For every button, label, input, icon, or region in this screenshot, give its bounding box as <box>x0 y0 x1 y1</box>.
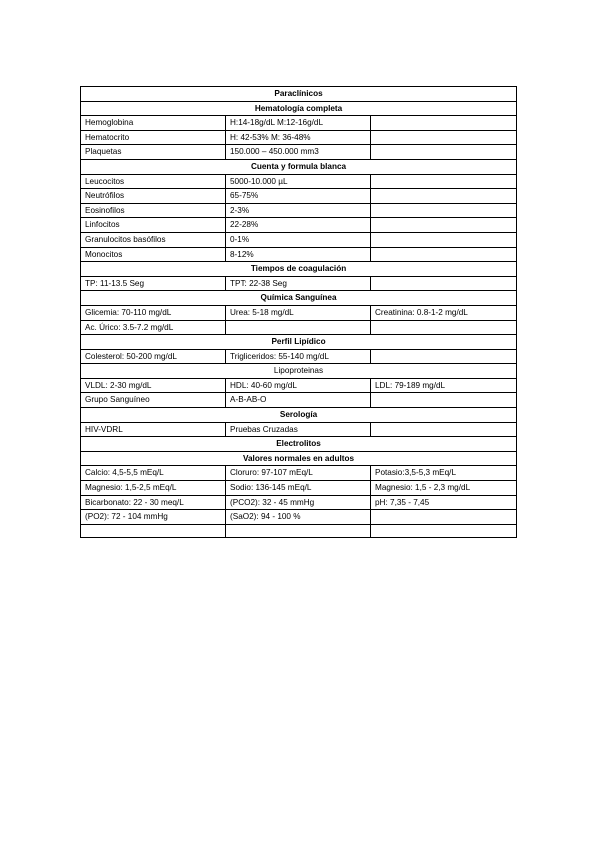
table-cell: Magnesio: 1,5-2,5 mEq/L <box>81 481 226 496</box>
table-cell: Urea: 5-18 mg/dL <box>226 305 371 320</box>
table-cell: 8-12% <box>226 247 371 262</box>
table-row <box>81 510 517 525</box>
section-header-hematologia: Hematología completa <box>81 101 517 116</box>
table-row <box>81 305 517 320</box>
table-cell <box>226 320 371 335</box>
section-header-row <box>81 101 517 116</box>
table-cell: Granulocitos basófilos <box>81 232 226 247</box>
table-cell <box>371 189 517 204</box>
table-cell: VLDL: 2-30 mg/dL <box>81 378 226 393</box>
section-header-perfil: Perfil Lipídico <box>81 335 517 350</box>
table-cell: 2-3% <box>226 203 371 218</box>
section-header-row <box>81 262 517 277</box>
table-cell <box>81 524 226 538</box>
section-header-row <box>81 335 517 350</box>
table-cell: 0-1% <box>226 232 371 247</box>
table-cell: pH: 7,35 - 7,45 <box>371 495 517 510</box>
table-cell: Monocitos <box>81 247 226 262</box>
table-cell <box>371 247 517 262</box>
table-row <box>81 218 517 233</box>
section-header-cuenta: Cuenta y formula blanca <box>81 159 517 174</box>
table-cell: Trigliceridos: 55-140 mg/dL <box>226 349 371 364</box>
table-cell <box>371 203 517 218</box>
section-header-coagulacion: Tiempos de coagulación <box>81 262 517 277</box>
table-cell <box>371 232 517 247</box>
table-row <box>81 276 517 291</box>
table-cell: A-B-AB-O <box>226 393 371 408</box>
section-header-row <box>81 437 517 452</box>
table-row <box>81 174 517 189</box>
table-row <box>81 495 517 510</box>
table-cell <box>371 174 517 189</box>
section-header-row <box>81 159 517 174</box>
table-cell: TP: 11-13.5 Seg <box>81 276 226 291</box>
table-cell: Magnesio: 1,5 - 2,3 mg/dL <box>371 481 517 496</box>
section-header-row <box>81 291 517 306</box>
table-cell <box>371 130 517 145</box>
table-cell: Colesterol: 50-200 mg/dL <box>81 349 226 364</box>
table-row <box>81 130 517 145</box>
section-header-electrolitos: Electrolitos <box>81 437 517 452</box>
table-cell <box>371 524 517 538</box>
table-cell: (SaO2): 94 - 100 % <box>226 510 371 525</box>
table-cell: HIV-VDRL <box>81 422 226 437</box>
section-subheader-electrolitos: Valores normales en adultos <box>81 451 517 466</box>
table-cell: Linfocitos <box>81 218 226 233</box>
table-cell <box>371 276 517 291</box>
section-header-serologia: Serología <box>81 408 517 423</box>
table-cell: 150.000 – 450.000 mm3 <box>226 145 371 160</box>
table-cell <box>371 145 517 160</box>
table-cell: LDL: 79-189 mg/dL <box>371 378 517 393</box>
table-row <box>81 481 517 496</box>
table-row <box>81 116 517 131</box>
table-row <box>81 145 517 160</box>
table-cell: Ac. Úrico: 3.5-7.2 mg/dL <box>81 320 226 335</box>
table-cell <box>371 218 517 233</box>
table-title: Paraclínicos <box>81 87 517 102</box>
table-row <box>81 320 517 335</box>
section-header-row <box>81 408 517 423</box>
table-cell: H:14-18g/dL M:12-16g/dL <box>226 116 371 131</box>
table-cell: Cloruro: 97-107 mEq/L <box>226 466 371 481</box>
table-cell <box>371 349 517 364</box>
table-cell <box>371 116 517 131</box>
title-row <box>81 87 517 102</box>
table-cell: 22-28% <box>226 218 371 233</box>
paraclinicos-table <box>80 86 517 538</box>
table-cell: Glicemia: 70-110 mg/dL <box>81 305 226 320</box>
table-cell: 65-75% <box>226 189 371 204</box>
table-row <box>81 232 517 247</box>
table-row <box>81 524 517 538</box>
section-header-lipoproteinas: Lipoproteinas <box>81 364 517 379</box>
table-cell: 5000-10.000 µL <box>226 174 371 189</box>
table-row <box>81 349 517 364</box>
table-row <box>81 189 517 204</box>
table-cell: Sodio: 136-145 mEq/L <box>226 481 371 496</box>
table-cell <box>371 510 517 525</box>
table-body <box>81 87 517 538</box>
table-cell: Eosinofilos <box>81 203 226 218</box>
table-cell: Pruebas Cruzadas <box>226 422 371 437</box>
table-cell: Bicarbonato: 22 - 30 meq/L <box>81 495 226 510</box>
table-row <box>81 393 517 408</box>
table-row <box>81 203 517 218</box>
table-cell <box>371 422 517 437</box>
table-cell: H: 42-53% M: 36-48% <box>226 130 371 145</box>
table-row <box>81 378 517 393</box>
table-cell: (PO2): 72 - 104 mmHg <box>81 510 226 525</box>
table-cell <box>371 393 517 408</box>
table-row <box>81 466 517 481</box>
table-cell: (PCO2): 32 - 45 mmHg <box>226 495 371 510</box>
table-cell: Leucocitos <box>81 174 226 189</box>
table-cell <box>226 524 371 538</box>
table-cell <box>371 320 517 335</box>
section-subheader-row <box>81 451 517 466</box>
table-cell: HDL: 40-60 mg/dL <box>226 378 371 393</box>
table-cell: Calcio: 4,5-5,5 mEq/L <box>81 466 226 481</box>
table-cell: Creatinina: 0.8-1-2 mg/dL <box>371 305 517 320</box>
section-header-row <box>81 364 517 379</box>
table-cell: TPT: 22-38 Seg <box>226 276 371 291</box>
table-cell: Grupo Sanguíneo <box>81 393 226 408</box>
table-row <box>81 247 517 262</box>
table-cell: Potasio:3,5-5,3 mEq/L <box>371 466 517 481</box>
table-row <box>81 422 517 437</box>
section-header-quimica: Química Sanguínea <box>81 291 517 306</box>
table-cell: Hemoglobina <box>81 116 226 131</box>
table-cell: Plaquetas <box>81 145 226 160</box>
table-cell: Hematocrito <box>81 130 226 145</box>
table-cell: Neutrófilos <box>81 189 226 204</box>
